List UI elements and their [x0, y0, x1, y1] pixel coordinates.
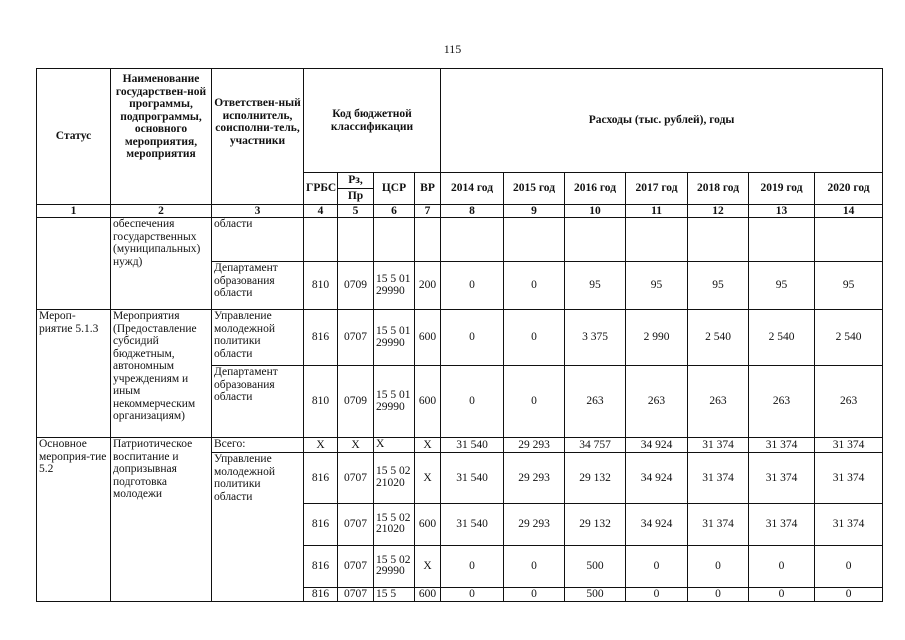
value-cell: 95: [626, 262, 688, 310]
value-cell: [441, 218, 504, 262]
csr-cell: 15 5 02 21020: [374, 453, 415, 504]
header-csr: ЦСР: [374, 173, 415, 205]
column-number: 12: [688, 205, 749, 218]
column-number: 13: [749, 205, 815, 218]
table-row: [37, 438, 883, 453]
value-cell: 31 374: [688, 503, 749, 545]
csr-cell: X: [374, 438, 415, 453]
grbs-cell: 810: [304, 262, 338, 310]
executor-cell: Департамент образования области: [212, 262, 304, 310]
executor-cell: Всего:: [212, 438, 304, 453]
value-cell: 0: [441, 310, 504, 366]
value-cell: 2 540: [815, 310, 883, 366]
value-cell: 263: [815, 366, 883, 438]
status-cell: Основное мероприя-тие 5.2: [37, 438, 111, 602]
value-cell: 0: [626, 587, 688, 601]
value-cell: [565, 218, 626, 262]
header-grbs: ГРБС: [304, 173, 338, 205]
value-cell: 0: [504, 587, 565, 601]
grbs-cell: 816: [304, 545, 338, 587]
vr-cell: 600: [415, 587, 441, 601]
header-name: Наименование государствен-ной программы, подпрограммы, основного мероприятия, мероприятия: [111, 69, 212, 205]
value-cell: 0: [626, 545, 688, 587]
executor-cell: [212, 503, 304, 545]
grbs-cell: [304, 218, 338, 262]
value-cell: 95: [815, 262, 883, 310]
header-year-2014: 2014 год: [441, 173, 504, 205]
value-cell: 0: [441, 545, 504, 587]
column-number: 5: [338, 205, 374, 218]
value-cell: 2 540: [688, 310, 749, 366]
rzpr-cell: X: [338, 438, 374, 453]
column-number: 11: [626, 205, 688, 218]
vr-cell: 600: [415, 503, 441, 545]
vr-cell: 600: [415, 366, 441, 438]
value-cell: [749, 218, 815, 262]
header-budget-code: Код бюджетной классификации: [304, 69, 441, 173]
value-cell: 95: [565, 262, 626, 310]
value-cell: 0: [688, 545, 749, 587]
value-cell: [626, 218, 688, 262]
value-cell: 2 540: [749, 310, 815, 366]
header-year-2015: 2015 год: [504, 173, 565, 205]
csr-cell: 15 5 01 29990: [374, 310, 415, 366]
header-vr: ВР: [415, 173, 441, 205]
value-cell: 31 374: [688, 438, 749, 453]
header-executor: Ответствен-ный исполнитель, соисполни-тель, участники: [212, 69, 304, 205]
column-number: 14: [815, 205, 883, 218]
executor-cell: Управление молодежной политики области: [212, 453, 304, 504]
value-cell: 263: [626, 366, 688, 438]
value-cell: 263: [688, 366, 749, 438]
executor-cell: [212, 545, 304, 587]
rzpr-cell: 0707: [338, 453, 374, 504]
column-number: 2: [111, 205, 212, 218]
value-cell: [504, 218, 565, 262]
value-cell: 2 990: [626, 310, 688, 366]
value-cell: 95: [749, 262, 815, 310]
header-year-2017: 2017 год: [626, 173, 688, 205]
name-cell: обеспечения государственных (муниципальных) нужд): [111, 218, 212, 310]
grbs-cell: 810: [304, 366, 338, 438]
value-cell: 31 374: [815, 453, 883, 504]
value-cell: 34 924: [626, 438, 688, 453]
value-cell: 0: [441, 262, 504, 310]
value-cell: 263: [749, 366, 815, 438]
page-number: 115: [443, 42, 462, 56]
vr-cell: X: [415, 453, 441, 504]
name-cell: Патриотическое воспитание и допризывная подготовка молодежи: [111, 438, 212, 602]
value-cell: 31 374: [749, 503, 815, 545]
column-number: 8: [441, 205, 504, 218]
value-cell: 31 374: [749, 453, 815, 504]
value-cell: 31 540: [441, 453, 504, 504]
value-cell: 29 293: [504, 438, 565, 453]
status-cell: [37, 218, 111, 310]
column-number: 6: [374, 205, 415, 218]
header-year-2018: 2018 год: [688, 173, 749, 205]
vr-cell: [415, 218, 441, 262]
executor-cell: Управление молодежной политики области: [212, 310, 304, 366]
rzpr-cell: 0707: [338, 310, 374, 366]
header-year-2020: 2020 год: [815, 173, 883, 205]
value-cell: 0: [504, 545, 565, 587]
column-number: 7: [415, 205, 441, 218]
value-cell: 500: [565, 545, 626, 587]
budget-table: [36, 68, 883, 602]
value-cell: 0: [815, 587, 883, 601]
column-number: 1: [37, 205, 111, 218]
value-cell: 31 540: [441, 438, 504, 453]
header-pr: Пр: [347, 190, 364, 202]
vr-cell: 600: [415, 310, 441, 366]
column-number: 9: [504, 205, 565, 218]
value-cell: 0: [815, 545, 883, 587]
grbs-cell: 816: [304, 310, 338, 366]
rzpr-cell: 0707: [338, 503, 374, 545]
column-number: 4: [304, 205, 338, 218]
header-rzpr: [338, 173, 374, 205]
value-cell: 95: [688, 262, 749, 310]
value-cell: 29 293: [504, 503, 565, 545]
vr-cell: 200: [415, 262, 441, 310]
value-cell: [815, 218, 883, 262]
rzpr-cell: 0707: [338, 587, 374, 601]
value-cell: 29 293: [504, 453, 565, 504]
value-cell: 29 132: [565, 453, 626, 504]
header-rz: Рз,: [338, 173, 373, 189]
column-number: 3: [212, 205, 304, 218]
grbs-cell: 816: [304, 503, 338, 545]
vr-cell: X: [415, 438, 441, 453]
value-cell: 3 375: [565, 310, 626, 366]
value-cell: 34 924: [626, 453, 688, 504]
csr-cell: 15 5 02 21020: [374, 503, 415, 545]
value-cell: 0: [749, 545, 815, 587]
value-cell: 263: [565, 366, 626, 438]
table-row: [37, 310, 883, 366]
header-year-2016: 2016 год: [565, 173, 626, 205]
value-cell: 34 924: [626, 503, 688, 545]
value-cell: 0: [504, 310, 565, 366]
executor-cell: Департамент образования области: [212, 366, 304, 438]
value-cell: 31 374: [688, 453, 749, 504]
value-cell: 31 540: [441, 503, 504, 545]
value-cell: 29 132: [565, 503, 626, 545]
name-cell: Мероприятия (Предоставление субсидий бюджетным, автономным учреждениям и иным некоммерческим организациям): [111, 310, 212, 438]
status-cell: Мероп-риятие 5.1.3: [37, 310, 111, 438]
value-cell: 0: [441, 587, 504, 601]
rzpr-cell: 0709: [338, 366, 374, 438]
value-cell: 0: [749, 587, 815, 601]
value-cell: [688, 218, 749, 262]
value-cell: 0: [504, 366, 565, 438]
grbs-cell: X: [304, 438, 338, 453]
rzpr-cell: 0707: [338, 545, 374, 587]
value-cell: 31 374: [815, 503, 883, 545]
value-cell: 31 374: [749, 438, 815, 453]
value-cell: 0: [504, 262, 565, 310]
csr-cell: 15 5 01 29990: [374, 366, 415, 438]
csr-cell: 15 5 01 29990: [374, 262, 415, 310]
value-cell: 0: [441, 366, 504, 438]
header-year-2019: 2019 год: [749, 173, 815, 205]
header-expenses: Расходы (тыс. рублей), годы: [441, 69, 883, 173]
csr-cell: 15 5: [374, 587, 415, 601]
rzpr-cell: [338, 218, 374, 262]
grbs-cell: 816: [304, 587, 338, 601]
column-number: 10: [565, 205, 626, 218]
vr-cell: X: [415, 545, 441, 587]
value-cell: 0: [688, 587, 749, 601]
value-cell: 31 374: [815, 438, 883, 453]
header-status: Статус: [37, 69, 111, 205]
value-cell: 34 757: [565, 438, 626, 453]
rzpr-cell: 0709: [338, 262, 374, 310]
csr-cell: [374, 218, 415, 262]
table-row: [37, 218, 883, 262]
value-cell: 500: [565, 587, 626, 601]
executor-cell: [212, 587, 304, 601]
csr-cell: 15 5 02 29990: [374, 545, 415, 587]
grbs-cell: 816: [304, 453, 338, 504]
executor-cell: области: [212, 218, 304, 262]
